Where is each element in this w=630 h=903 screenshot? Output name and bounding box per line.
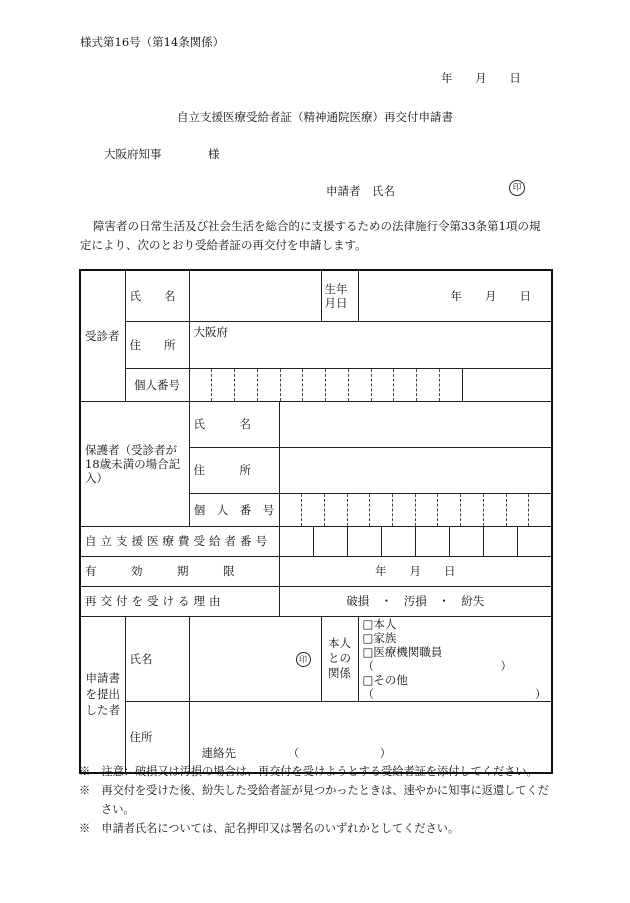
validity-label: 有 効 期 限 xyxy=(80,556,279,586)
patient-address-field[interactable]: 大阪府 xyxy=(189,321,552,368)
patient-name-field[interactable] xyxy=(189,270,321,321)
birth-date-label: 生年月日 xyxy=(321,270,358,321)
relation-option-medical-staff[interactable]: □医療機関職員（ ） xyxy=(362,644,512,673)
application-form-table xyxy=(79,269,553,774)
certificate-number-field[interactable] xyxy=(279,526,552,556)
guardian-name-label: 氏 名 xyxy=(189,401,279,447)
submitter-contact-field[interactable]: 連絡先 （ ） xyxy=(189,701,552,773)
note-item: ※ 再交付を受けた後、紛失した受給者証が見つかったときは、速やかに知事に返還してください。 xyxy=(79,784,549,816)
submitter-seal-mark: 印 xyxy=(296,652,311,667)
form-number: 様式第16号（第14条関係） xyxy=(80,35,225,49)
guardian-address-label: 住 所 xyxy=(189,447,279,493)
addressee-honorific: 様 xyxy=(208,147,220,161)
validity-field[interactable]: 年 月 日 xyxy=(279,556,552,586)
patient-name-label: 氏 名 xyxy=(125,270,189,321)
month-label: 月 xyxy=(475,71,487,85)
guardian-address-field[interactable] xyxy=(279,447,552,493)
patient-mynumber-label: 個人番号 xyxy=(125,368,189,401)
note-item: ※ 注意：破損又は汚損の場合は、再交付を受けようとする受給者証を添付してください。 xyxy=(79,765,538,778)
patient-mynumber-field[interactable] xyxy=(189,368,552,401)
day-label: 日 xyxy=(509,71,521,85)
reason-options[interactable]: 破損 ・ 汚損 ・ 紛失 xyxy=(279,586,552,616)
patient-section-label: 受診者 xyxy=(80,270,125,401)
applicant-name-label: 申請者 氏名 xyxy=(326,184,395,198)
relation-label: 本人との関係 xyxy=(321,616,358,701)
submitter-name-field[interactable] xyxy=(189,616,321,701)
relation-option-other[interactable]: □その他（ ） xyxy=(362,672,547,701)
addressee: 大阪府知事 xyxy=(104,147,162,161)
seal-mark: 印 xyxy=(509,180,525,196)
relation-options[interactable] xyxy=(358,616,552,701)
patient-address-label: 住 所 xyxy=(125,321,189,368)
relation-option-self[interactable]: □本人 xyxy=(362,616,397,631)
notes xyxy=(79,762,551,838)
page-title: 自立支援医療受給者証（精神通院医療）再交付申請書 xyxy=(177,110,453,124)
certificate-number-label: 自立支援医療費受給者番号 xyxy=(80,526,279,556)
submitter-address-label: 住所 xyxy=(125,701,189,773)
note-item: ※ 申請者氏名については、記名押印又は署名のいずれかとしてください。 xyxy=(79,822,460,835)
relation-option-family[interactable]: □家族 xyxy=(362,630,397,645)
guardian-section-label: 保護者（受診者が18歳未満の場合記入） xyxy=(80,401,189,526)
year-label: 年 xyxy=(441,71,453,85)
date-line xyxy=(441,70,521,86)
intro-text: 障害者の日常生活及び社会生活を総合的に支援するための法律施行令第33条第1項の規定により、次のとおり受給者証の再交付を申請します。 xyxy=(80,219,541,252)
birth-date-field[interactable]: 年 月 日 xyxy=(358,270,552,321)
guardian-name-field[interactable] xyxy=(279,401,552,447)
submitter-name-label: 氏名 xyxy=(125,616,189,701)
submitter-section-label: 申請書を提出した者 xyxy=(80,616,125,773)
guardian-mynumber-label: 個 人 番 号 xyxy=(189,493,279,526)
guardian-mynumber-field[interactable] xyxy=(279,493,552,526)
reason-label: 再交付を受ける理由 xyxy=(80,586,279,616)
